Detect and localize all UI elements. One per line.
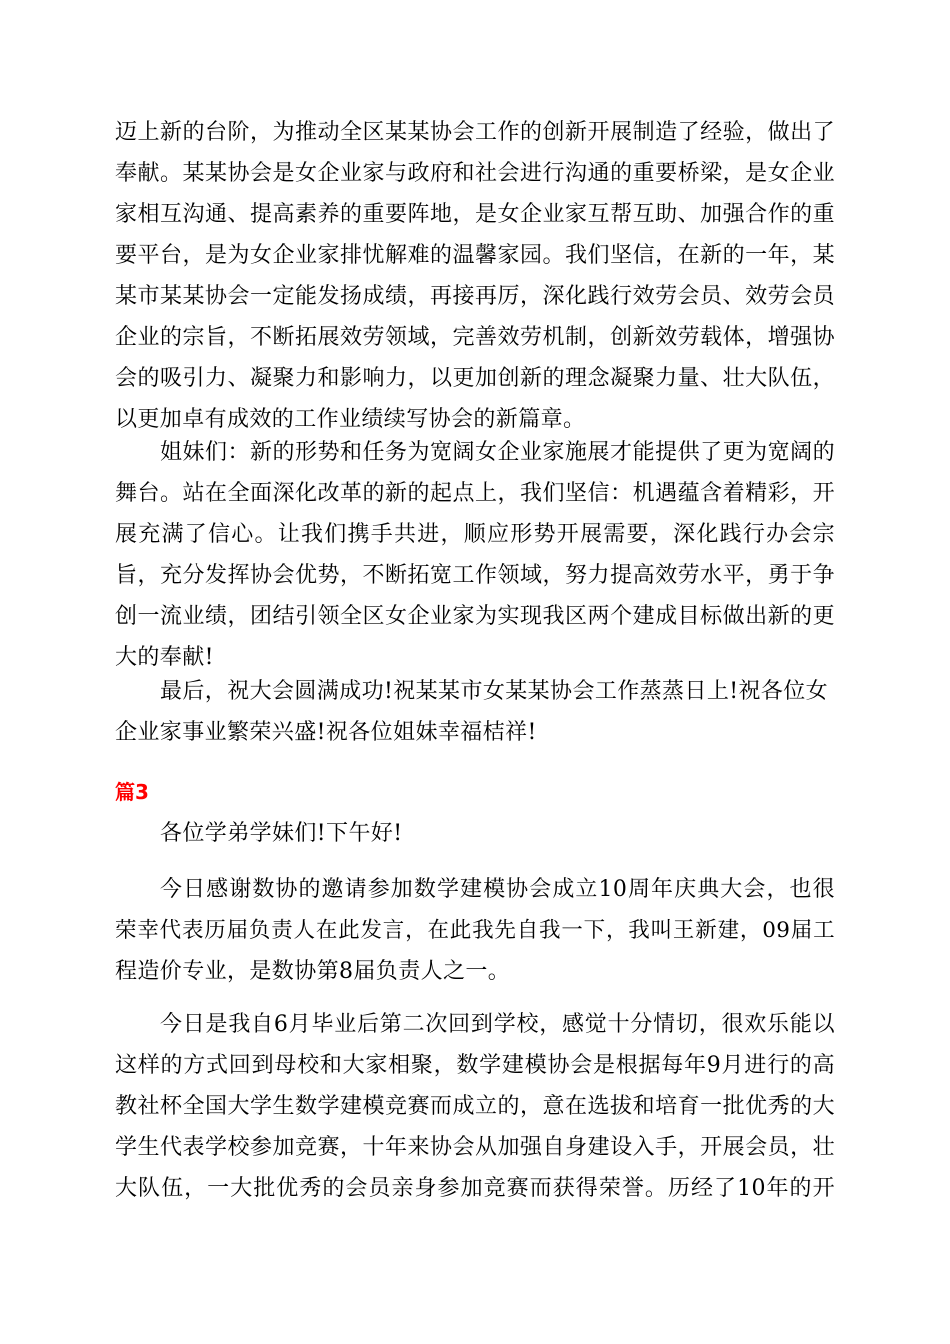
paragraph-line: 姐妹们：新的形势和任务为宽阔女企业家施展才能提供了更为宽阔的	[160, 440, 835, 465]
paragraph-line: 家相互沟通、提高素养的重要阵地，是女企业家互帮互助、加强合作的重	[115, 202, 835, 227]
paragraph-line: 以更加卓有成效的工作业绩续写协会的新篇章。	[115, 407, 586, 432]
paragraph-line: 最后，祝大会圆满成功!祝某某市女某某协会工作蒸蒸日上!祝各位女	[160, 679, 829, 704]
paragraph-line: 今日是我自6月毕业后第二次回到学校，感觉十分情切，很欢乐能以	[160, 1012, 835, 1037]
paragraph-line: 今日感谢数协的邀请参加数学建模协会成立10周年庆典大会，也很	[160, 877, 835, 902]
section-heading: 篇3	[115, 780, 149, 804]
paragraph-line: 会的吸引力、凝聚力和影响力，以更加创新的理念凝聚力量、壮大队伍，	[115, 366, 835, 391]
paragraph-line: 荣幸代表历届负责人在此发言，在此我先自我一下，我叫王新建，09届工	[115, 918, 835, 943]
paragraph-line: 大队伍，一大批优秀的会员亲身参加竞赛而获得荣誉。历经了10年的开	[115, 1176, 835, 1201]
paragraph-line: 企业的宗旨，不断拓展效劳领域，完善效劳机制，创新效劳载体，增强协	[115, 325, 835, 350]
paragraph-line: 奉献。某某协会是女企业家与政府和社会进行沟通的重要桥梁，是女企业	[115, 161, 835, 186]
paragraph-line: 大的奉献!	[115, 645, 214, 670]
paragraph-line: 旨，充分发挥协会优势，不断拓宽工作领域，努力提高效劳水平，勇于争	[115, 563, 835, 588]
paragraph-line: 学生代表学校参加竞赛，十年来协会从加强自身建设入手，开展会员，壮	[115, 1135, 835, 1160]
paragraph-line: 展充满了信心。让我们携手共进，顺应形势开展需要，深化践行办会宗	[115, 522, 835, 547]
paragraph-3	[115, 671, 835, 753]
section-paragraph-3	[115, 1004, 835, 1209]
paragraph-line: 企业家事业繁荣兴盛!祝各位姐妹幸福桔祥!	[115, 720, 537, 745]
paragraph-line: 各位学弟学妹们!下午好!	[160, 821, 403, 846]
paragraph-line: 创一流业绩，团结引领全区女企业家为实现我区两个建成目标做出新的更	[115, 604, 835, 629]
section-paragraph-2	[115, 869, 835, 992]
paragraph-line: 迈上新的台阶，为推动全区某某协会工作的创新开展制造了经验，做出了	[115, 120, 835, 145]
paragraph-line: 教社杯全国大学生数学建模竞赛而成立的，意在选拔和培育一批优秀的大	[115, 1094, 835, 1119]
paragraph-line: 这样的方式回到母校和大家相聚，数学建模协会是根据每年9月进行的高	[115, 1053, 835, 1078]
paragraph-1	[115, 112, 835, 440]
section-paragraph-1	[115, 813, 835, 854]
paragraph-line: 要平台，是为女企业家排忧解难的温馨家园。我们坚信，在新的一年，某	[115, 243, 835, 268]
paragraph-line: 舞台。站在全面深化改革的新的起点上，我们坚信：机遇蕴含着精彩，开	[115, 481, 835, 506]
paragraph-line: 某市某某协会一定能发扬成绩，再接再厉，深化践行效劳会员、效劳会员	[115, 284, 835, 309]
paragraph-line: 程造价专业，是数协第8届负责人之一。	[115, 959, 511, 984]
paragraph-2	[115, 432, 835, 678]
